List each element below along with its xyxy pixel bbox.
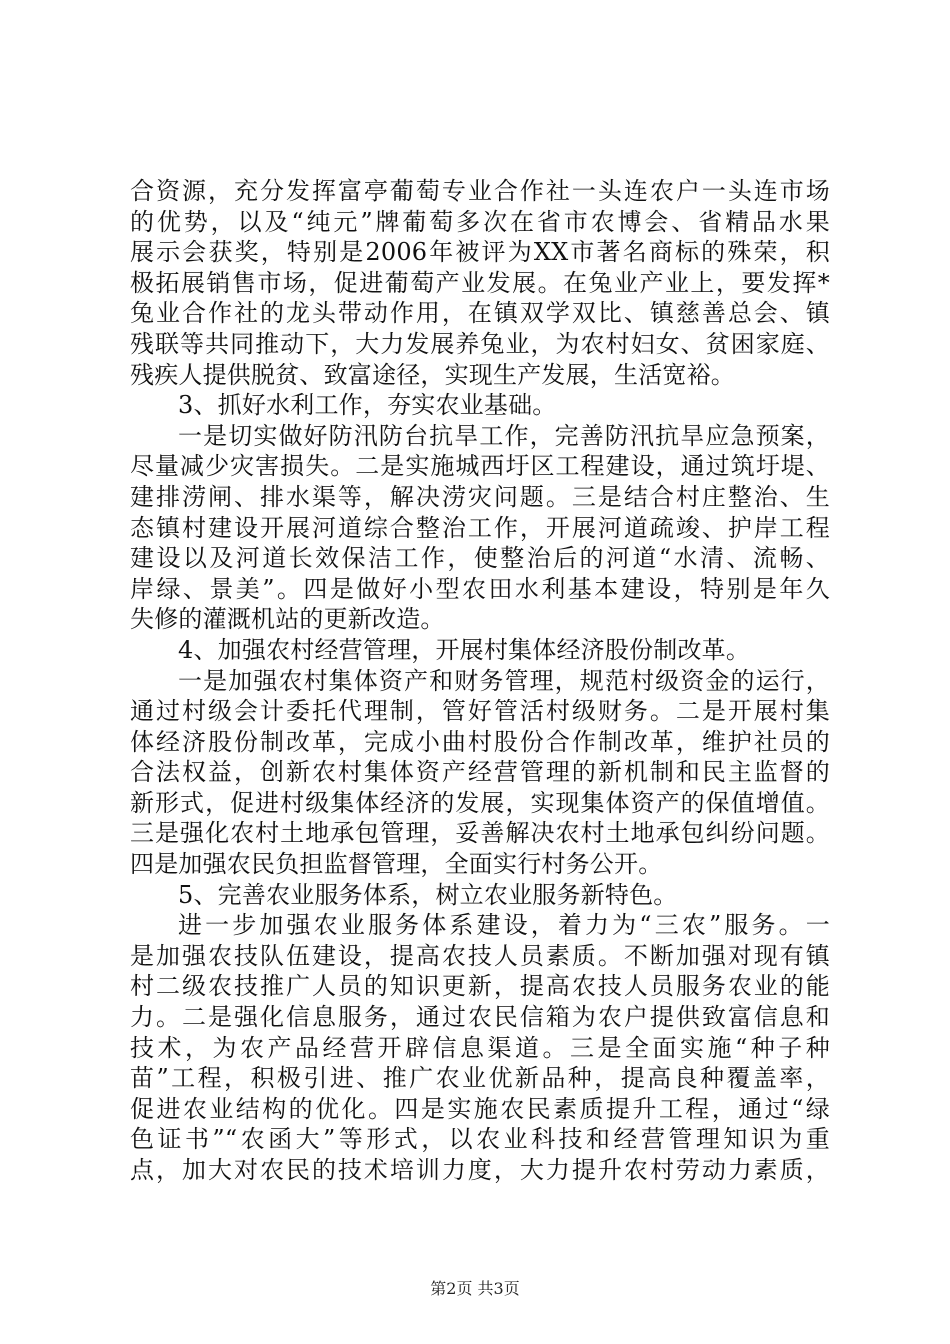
text-line: 残疾人提供脱贫、致富途径，实现生产发展，生活宽裕。 bbox=[130, 360, 735, 389]
text-line: 的优势，以及“纯元”牌葡萄多次在省市农博会、省精品水果 bbox=[130, 207, 830, 236]
text-line: 一是切实做好防汛防台抗旱工作，完善防汛抗旱应急预案， bbox=[178, 421, 830, 450]
text-line: 残联等共同推动下，大力发展养兔业，为农村妇女、贫困家庭、 bbox=[130, 329, 830, 358]
text-line: 展示会获奖，特别是2006年被评为XX市著名商标的殊荣，积 bbox=[130, 238, 830, 267]
document-body bbox=[130, 176, 830, 1186]
section-heading: 4、加强农村经营管理，开展村集体经济股份制改革。 bbox=[178, 635, 751, 664]
section-heading: 5、完善农业服务体系，树立农业服务新特色。 bbox=[178, 880, 678, 909]
text-line: 力。二是强化信息服务，通过农民信箱为农户提供致富信息和 bbox=[130, 1003, 830, 1032]
section-heading: 3、抓好水利工作，夯实农业基础。 bbox=[178, 391, 557, 420]
text-line: 三是强化农村土地承包管理，妥善解决农村土地承包纠纷问题。 bbox=[130, 819, 830, 848]
text-line: 合法权益，创新农村集体资产经营管理的新机制和民主监督的 bbox=[130, 758, 830, 787]
text-line: 是加强农技队伍建设，提高农技人员素质。不断加强对现有镇 bbox=[130, 941, 830, 970]
text-line: 村二级农技推广人员的知识更新，提高农技人员服务农业的能 bbox=[130, 972, 830, 1001]
text-line: 色证书”“农函大”等形式，以农业科技和经营管理知识为重 bbox=[130, 1125, 830, 1154]
text-line: 技术，为农产品经营开辟信息渠道。三是全面实施“种子种 bbox=[130, 1033, 830, 1062]
text-line: 点，加大对农民的技术培训力度，大力提升农村劳动力素质， bbox=[130, 1156, 830, 1184]
text-line: 苗”工程，积极引进、推广农业优新品种，提高良种覆盖率， bbox=[130, 1064, 830, 1093]
text-line: 四是加强农民负担监督管理，全面实行村务公开。 bbox=[130, 850, 663, 879]
text-line: 合资源，充分发挥富亭葡萄专业合作社一头连农户一头连市场 bbox=[130, 177, 830, 205]
text-line: 体经济股份制改革，完成小曲村股份合作制改革，维护社员的 bbox=[130, 727, 830, 756]
text-line: 通过村级会计委托代理制，管好管活村级财务。二是开展村集 bbox=[130, 697, 830, 726]
text-line: 尽量减少灾害损失。二是实施城西圩区工程建设，通过筑圩堤、 bbox=[130, 452, 830, 481]
text-line: 极拓展销售市场，促进葡萄产业发展。在兔业产业上，要发挥* bbox=[130, 268, 830, 297]
text-line: 新形式，促进村级集体经济的发展，实现集体资产的保值增值。 bbox=[130, 788, 830, 817]
text-line: 进一步加强农业服务体系建设，着力为“三农”服务。一 bbox=[178, 911, 830, 940]
text-line: 促进农业结构的优化。四是实施农民素质提升工程，通过“绿 bbox=[130, 1094, 830, 1123]
text-line: 态镇村建设开展河道综合整治工作，开展河道疏竣、护岸工程 bbox=[130, 513, 830, 542]
text-line: 岸绿、景美”。四是做好小型农田水利基本建设，特别是年久 bbox=[130, 574, 830, 603]
text-line: 建设以及河道长效保洁工作，使整治后的河道“水清、流畅、 bbox=[130, 544, 830, 573]
text-line: 一是加强农村集体资产和财务管理，规范村级资金的运行， bbox=[178, 666, 830, 695]
page-footer: 第2页 共3页 bbox=[430, 1279, 520, 1298]
text-line: 兔业合作社的龙头带动作用，在镇双学双比、镇慈善总会、镇 bbox=[130, 299, 830, 328]
text-line: 失修的灌溉机站的更新改造。 bbox=[130, 605, 445, 634]
text-line: 建排涝闸、排水渠等，解决涝灾问题。三是结合村庄整治、生 bbox=[130, 482, 830, 511]
